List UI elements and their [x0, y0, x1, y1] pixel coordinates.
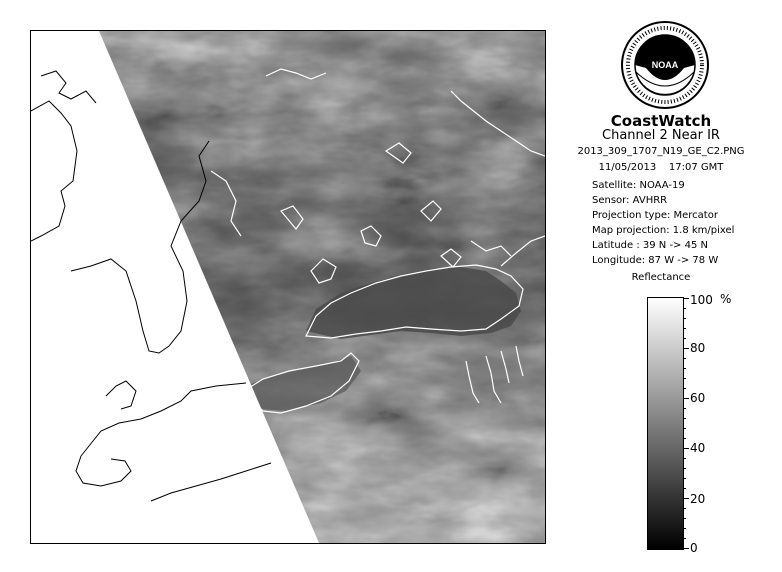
colorbar-tick — [683, 458, 686, 459]
colorbar-tick — [683, 408, 686, 409]
tick-label-100: 100 — [690, 293, 713, 307]
colorbar-tick — [683, 428, 686, 429]
brand-title: CoastWatch — [610, 112, 712, 130]
channel-name: Channel 2 Near IR — [602, 128, 720, 143]
colorbar-tick — [683, 548, 689, 549]
colorbar-tick — [683, 538, 686, 539]
noaa-emblem-icon — [620, 20, 710, 110]
colorbar-tick — [683, 488, 686, 489]
logo-center-text: NOAA — [651, 60, 679, 70]
satellite-label: Satellite: NOAA-19 — [592, 180, 685, 191]
colorbar-tick — [683, 468, 686, 469]
colorbar-tick — [683, 328, 686, 329]
colorbar-tick — [683, 478, 686, 479]
tick-label-80: 80 — [690, 341, 706, 355]
colorbar-tick — [683, 398, 689, 399]
colorbar-tick — [683, 338, 686, 339]
colorbar-tick — [683, 508, 686, 509]
tick-label-20: 20 — [690, 492, 706, 506]
colorbar-title: Reflectance — [631, 272, 691, 283]
colorbar-tick — [683, 528, 686, 529]
satellite-image — [31, 31, 545, 543]
colorbar-unit: % — [720, 292, 732, 306]
tick-label-60: 60 — [690, 391, 706, 405]
colorbar-tick — [683, 388, 686, 389]
colorbar-tick — [683, 418, 686, 419]
colorbar-tick — [683, 378, 686, 379]
colorbar-tick — [683, 348, 689, 349]
colorbar-tick — [683, 518, 686, 519]
colorbar-tick — [683, 368, 686, 369]
colorbar-tick — [683, 358, 686, 359]
tick-label-0: 0 — [690, 541, 698, 555]
tick-label-40: 40 — [690, 441, 706, 455]
colorbar-tick — [683, 308, 686, 309]
latitude-label: Latitude : 39 N -> 45 N — [592, 240, 708, 251]
file-name: 2013_309_1707_N19_GE_C2.PNG — [577, 146, 745, 157]
colorbar-tick — [683, 448, 689, 449]
satellite-map — [30, 30, 546, 544]
noaa-logo — [620, 20, 710, 114]
colorbar-tick — [683, 318, 686, 319]
colorbar-tick — [683, 438, 686, 439]
sensor-label: Sensor: AVHRR — [592, 195, 668, 206]
colorbar-tick — [683, 298, 689, 299]
projection-type-label: Projection type: Mercator — [592, 210, 718, 221]
map-projection-label: Map projection: 1.8 km/pixel — [592, 225, 735, 236]
colorbar — [647, 297, 684, 550]
date-time: 11/05/2013 17:07 GMT — [598, 162, 724, 173]
longitude-label: Longitude: 87 W -> 78 W — [592, 255, 719, 266]
colorbar-tick — [683, 498, 689, 499]
